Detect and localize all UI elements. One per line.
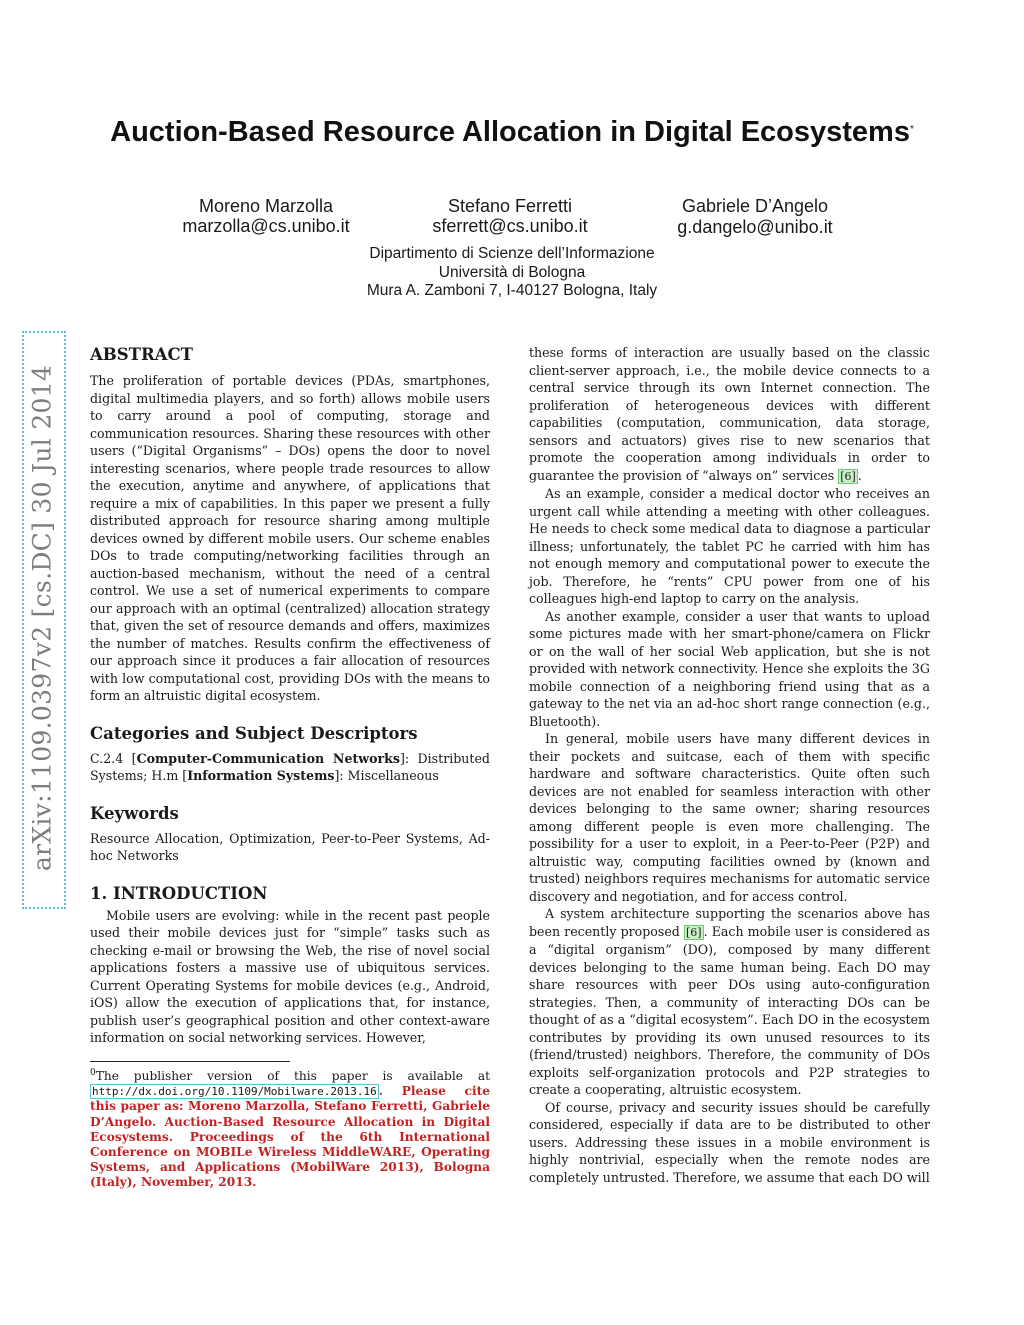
affiliation-dept: Dipartimento di Scienze dell’Informazione (369, 245, 655, 262)
right-p1-end: . (857, 467, 862, 483)
doi-link[interactable]: http://dx.doi.org/10.1109/Mobilware.2013.16 (92, 1085, 377, 1099)
category-bold-2: Information Systems (187, 768, 335, 783)
intro-paragraph: Mobile users are evolving: while in the recent past people used their mobile devices just for “simple” tasks such as checking e-mail or browsing the Web, the rise of novel social applications fosters a massive use of ubiquitous services. Current Operating Systems for mobile devices (e.g., Android, iOS) allow the execution of applications that, for instance, publish user’s geographical position and other context-aware information on social networking services. However, (90, 907, 490, 1045)
right-paragraph-4: In general, mobile users have many different devices in their pockets and suitcase, each of them with specific hardware and software characteristics. Quite often such devices are not enabled for seamless interaction with other devices belonging to the same owner; sharing resources among different people is even more challenging. The possibility for a user to exploit, in a Peer-to-Peer (P2P) and altruistic way, computing facilities owned by (known and trusted) neighbors requires mechanisms for automatic service discovery and negotiation, and for access control. (529, 731, 930, 904)
footnote-mark: 0 (90, 1068, 96, 1078)
right-paragraph-6: Of course, privacy and security issues should be carefully considered, especially if data are to be distributed to other users. Addressing these issues in a mobile environment is highly nontrivial, especially when the remote nodes are completely untrusted. Therefore, we assume that each DO will (529, 1099, 930, 1185)
affiliation (0, 245, 1024, 301)
category-bold-1: Computer-Communication Networks (136, 750, 400, 766)
abstract-heading: ABSTRACT (90, 345, 193, 364)
affiliation-univ: Università di Bologna (438, 263, 586, 281)
right-paragraph-5 (529, 905, 930, 1099)
categories-code: C.2.4 [ (90, 750, 137, 766)
categories-heading: Categories and Subject Descriptors (90, 723, 418, 743)
left-column (90, 344, 490, 1047)
categories-text (90, 750, 490, 785)
keywords-text: Resource Allocation, Optimization, Peer-to-Peer Systems, Ad-hoc Networks (90, 830, 490, 863)
right-paragraph-1 (529, 344, 930, 485)
right-p1-text: these forms of interaction are usually based on the classic client-server approach, i.e., the mobile device connects to a central service through its own Internet connection. The proliferation of heterogeneous devices with different capabilities (computation, communication, data storage, sensors and actuators) gives rise to new scenarios that promote the cooperation among individuals in order to guarantee the provision of “always on” services (529, 345, 930, 483)
keywords-heading: Keywords (90, 803, 179, 823)
right-p5-rest: . Each mobile user is considered as a “digital organism” (DO), composed by many different devices belonging to the same human being. Each DO may share resources with peer DOs using auto-configuration strategies. Then, a community of interacting DOs can be thought of as a “digital ecosystem”. Each DO in the ecosystem contributes by providing its own unused resources to its (friend/trusted) neighbors. Therefore, the community of DOs exploits self-organization protocols and P2P strategies to create a cooperating, altruistic ecosystem. (529, 923, 930, 1097)
author-email: g.dangelo@unibo.it (677, 217, 833, 237)
arxiv-stamp-text: arXiv:1109.0397v2 [cs.DC] 30 Jul 2014 (27, 364, 57, 872)
author-1 (136, 196, 396, 236)
categories-tail: ]: Miscellaneous (334, 768, 439, 783)
author-email: sferrett@cs.unibo.it (432, 216, 588, 236)
right-paragraph-3: As another example, consider a user that wants to upload some pictures made with her smart-phone/camera on Flickr or on the wall of her social Web application, but she is not provided with network connectivity. Hence she exploits the 3G mobile connection of a neighboring friend using that as a gateway to the net via an ad-hoc short range connection (e.g., Bluetooth). (529, 608, 930, 729)
paper-title (0, 116, 1024, 149)
footnote-text: The publisher version of this paper is available at (95, 1069, 490, 1084)
right-p5-text: A system architecture supporting the scenarios above has been recently proposed (529, 906, 930, 939)
paper-title-text: Auction-Based Resource Allocation in Digital Ecosystems (110, 116, 910, 148)
author-name: Gabriele D’Angelo (681, 196, 829, 216)
intro-heading: 1. INTRODUCTION (90, 883, 268, 903)
footnote-rule (90, 1061, 290, 1062)
citation-notice: . Please cite this paper as: Moreno Marzolla, Stefano Ferretti, Gabriele D’Angelo. Auction-Based Resource Allocation in Digital Ecosystems. Proceedings of the 6th International Conference on MOBILe Wireless MiddleWARE, Operating Systems, and Applications (MobilWare 2013), Bologna (Italy), November, 2013. (90, 1084, 490, 1190)
right-paragraph-2: As an example, consider a medical doctor who receives an urgent call while attending a meeting with other colleagues. He needs to check some medical data to diagnose a particular illness; unfortunately, the tablet PC he carried with him has not enough memory and computational power to execute the job. Therefore, he “rents” CPU power from one of his colleagues high-end laptop to carry on the analysis. (529, 486, 930, 606)
author-3 (625, 196, 885, 237)
right-column (529, 344, 930, 1186)
author-name: Stefano Ferretti (447, 196, 573, 216)
author-name: Moreno Marzolla (198, 196, 334, 216)
title-footnote-mark: * (909, 124, 914, 135)
author-2 (380, 196, 640, 236)
author-email: marzolla@cs.unibo.it (182, 216, 350, 236)
affiliation-address: Mura A. Zamboni 7, I-40127 Bologna, Italy (366, 282, 658, 299)
citation-link[interactable]: [6] (840, 469, 856, 483)
categories-rest: ]: Distributed Systems; H.m [ (90, 750, 490, 783)
citation-link[interactable]: [6] (685, 925, 702, 939)
abstract-text: The proliferation of portable devices (PDAs, smartphones, digital multimedia players, and so forth) allows mobile users to carry around a pool of computing, storage and communication resources. Sharing these resources with other users (“Digital Organisms” – DOs) opens the door to novel interesting scenarios, where people trade resources to allow the execution, anytime and anywhere, of applications that require a mix of capabilities. In this paper we present a fully distributed approach for resource sharing among multiple devices owned by different mobile users. Our scheme enables DOs to trade computing/networking facilities through an auction-based mechanism, without the need of a central control. We use a set of numerical experiments to compare our approach with an optimal (centralized) allocation strategy that, given the set of resource demands and offers, maximizes the number of matches. Results confirm the effectiveness of our approach since it produces a fair allocation of resources with low computational cost, providing DOs with the means to form an altruistic digital ecosystem. (90, 373, 490, 703)
footnote (90, 1066, 490, 1191)
